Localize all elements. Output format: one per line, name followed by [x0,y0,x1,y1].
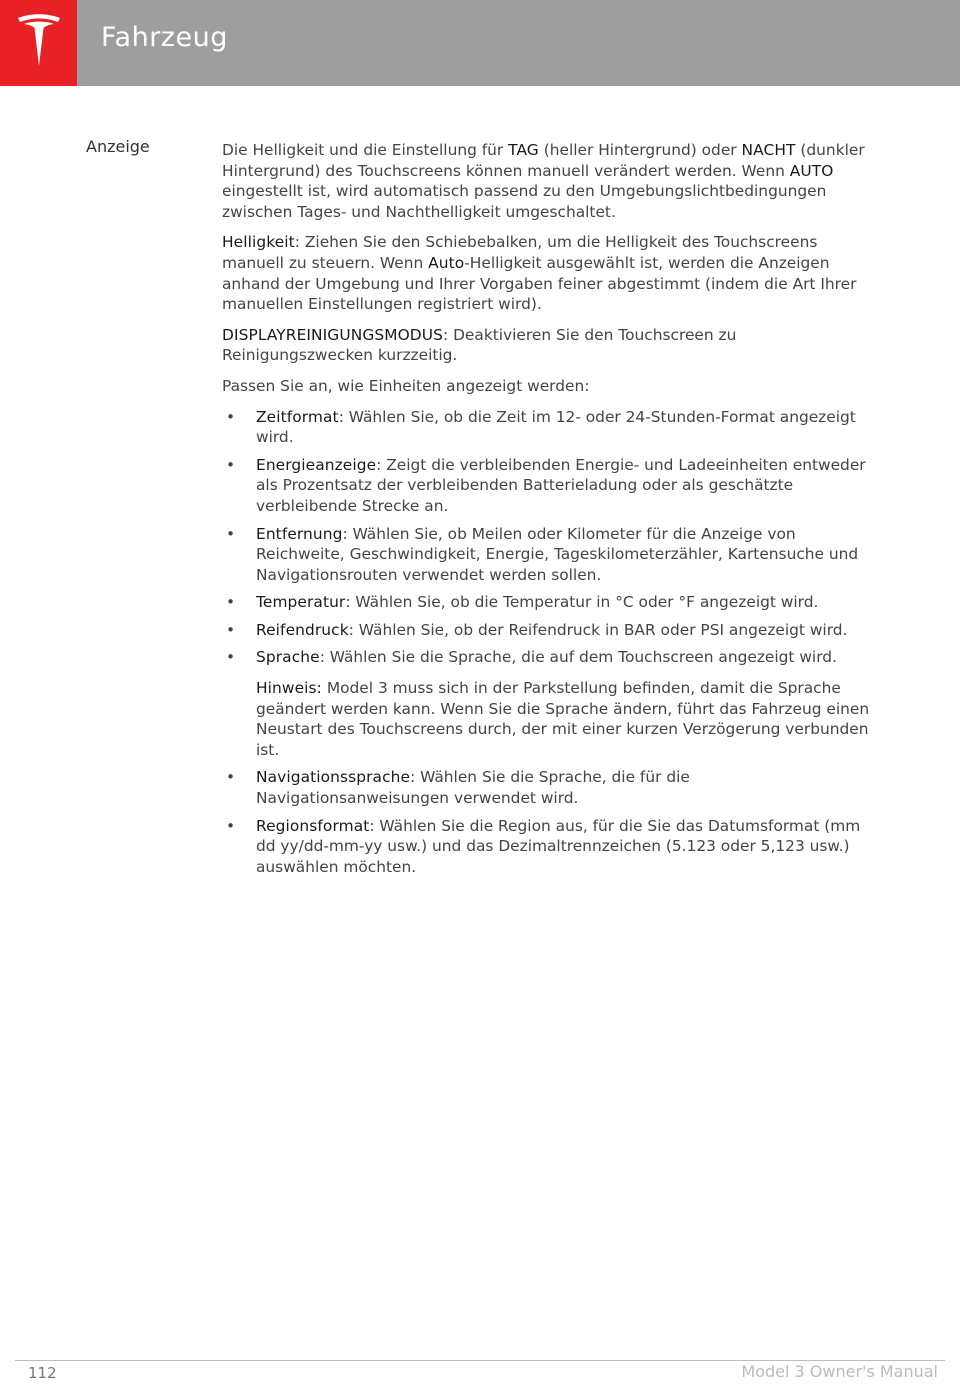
page-title: Fahrzeug [101,22,228,53]
list-item-text: : Wählen Sie die Sprache, die auf dem Touchscreen angezeigt wird. [319,648,837,667]
bullet-icon: • [226,648,236,667]
bullet-icon: • [226,524,236,543]
list-item-term: Zeitformat [256,407,339,426]
text-span: : Ziehen Sie den Schiebebalken, um die Helligkeit des Touchscreens manuell zu steuern. Wenn [222,233,818,272]
list-item-reifendruck [222,620,876,641]
text-span: eingestellt ist, wird automatisch passend zu den Umgebungslichtbedingungen zwischen Tages- und Nachthelligkeit umgeschaltet. [222,182,827,221]
section-label: Anzeige [86,137,150,156]
list-item-text: : Wählen Sie die Region aus, für die Sie das Datumsformat (mm dd yy/dd-mm-yy usw.) und das Dezimaltrennzeichen (5.123 oder 5,123 usw.) auswählen möchten. [256,816,861,876]
list-item-text: : Wählen Sie, ob die Zeit im 12- oder 24-Stunden-Format angezeigt wird. [256,407,856,447]
list-item-text: : Zeigt die verbleibenden Energie- und Ladeeinheiten entweder als Prozentsatz der verbleibenden Batterieladung oder als geschätzte verbleibende Strecke an. [256,455,866,515]
list-item-text: : Wählen Sie, ob die Temperatur in °C oder °F angezeigt wird. [345,593,819,612]
term-tag: TAG [508,141,539,159]
footer-divider [15,1360,945,1361]
list-item-energieanzeige [222,455,876,517]
list-item-text: : Wählen Sie, ob der Reifendruck in BAR oder PSI angezeigt wird. [348,620,848,639]
list-item-term: Temperatur [256,593,346,612]
text-span: (heller Hintergrund) oder [538,141,742,159]
term-nacht: NACHT [741,141,796,159]
bullet-icon: • [226,620,236,639]
term-auto-brightness: Auto [428,253,465,272]
list-item-term: Reifendruck [256,620,349,639]
term-auto: AUTO [789,161,834,180]
list-item-term: Navigationssprache [256,768,411,787]
list-item-term: Sprache [256,648,320,667]
list-item-term: Regionsformat [256,816,370,835]
list-item-text: : Wählen Sie die Sprache, die für die Navigationsanweisungen verwendet wird. [256,768,690,808]
list-item-text: : Wählen Sie, ob Meilen oder Kilometer für die Anzeige von Reichweite, Geschwindigkeit, Energie, Tageskilometerzähler, Kartensuche und Navigationsrouten verwendet werden sollen. [256,524,859,584]
list-item-term: Entfernung [256,524,343,543]
list-item-term: Energieanzeige [256,455,377,474]
page-header [0,0,960,86]
text-span: Die Helligkeit und die Einstellung für [222,141,509,159]
text-span: (dunkler Hintergrund) des Touchscreens können manuell verändert werden. Wenn [222,141,865,180]
page-number: 112 [28,1364,57,1382]
bullet-icon: • [226,816,236,835]
bullet-icon: • [226,455,236,474]
note-language [256,678,876,760]
text-span: : Deaktivieren Sie den Touchscreen zu Reinigungszwecken kurzzeitig. [222,325,737,365]
term-helligkeit: Helligkeit [222,233,295,252]
term-clean-mode: DISPLAYREINIGUNGSMODUS [222,325,443,344]
text-span: -Helligkeit ausgewählt ist, werden die Anzeigen anhand der Umgebung und Ihrer Vorgaben feiner abgestimmt (indem die Art Ihrer manuellen Einstellungen registriert wird). [222,253,857,314]
paragraph-units-intro: Passen Sie an, wie Einheiten angezeigt werden: [222,376,590,395]
bullet-icon: • [226,407,236,426]
paragraph-brightness [222,232,876,314]
logo-box [0,0,77,86]
list-item-navigationssprache [222,767,876,808]
list-item-sprache [222,647,876,760]
paragraph-display-mode [222,140,876,222]
list-item-temperatur [222,592,876,613]
bullet-icon: • [226,593,236,612]
note-text: Model 3 muss sich in der Parkstellung befinden, damit die Sprache geändert werden kann. Wenn Sie die Sprache ändern, führt das Fahrzeug einen Neustart des Touchscreens durch, der mit einer kurzen Verzögerung verbunden ist. [256,679,870,759]
list-item-zeitformat [222,407,876,448]
section-content [222,140,876,879]
list-item-entfernung [222,524,876,586]
list-item-regionsformat [222,816,876,878]
bullet-icon: • [226,768,236,787]
paragraph-clean-mode [222,325,876,366]
note-label: Hinweis: [256,679,322,698]
units-list [222,407,876,878]
manual-title: Model 3 Owner's Manual [741,1362,938,1381]
tesla-logo-icon [14,12,64,74]
